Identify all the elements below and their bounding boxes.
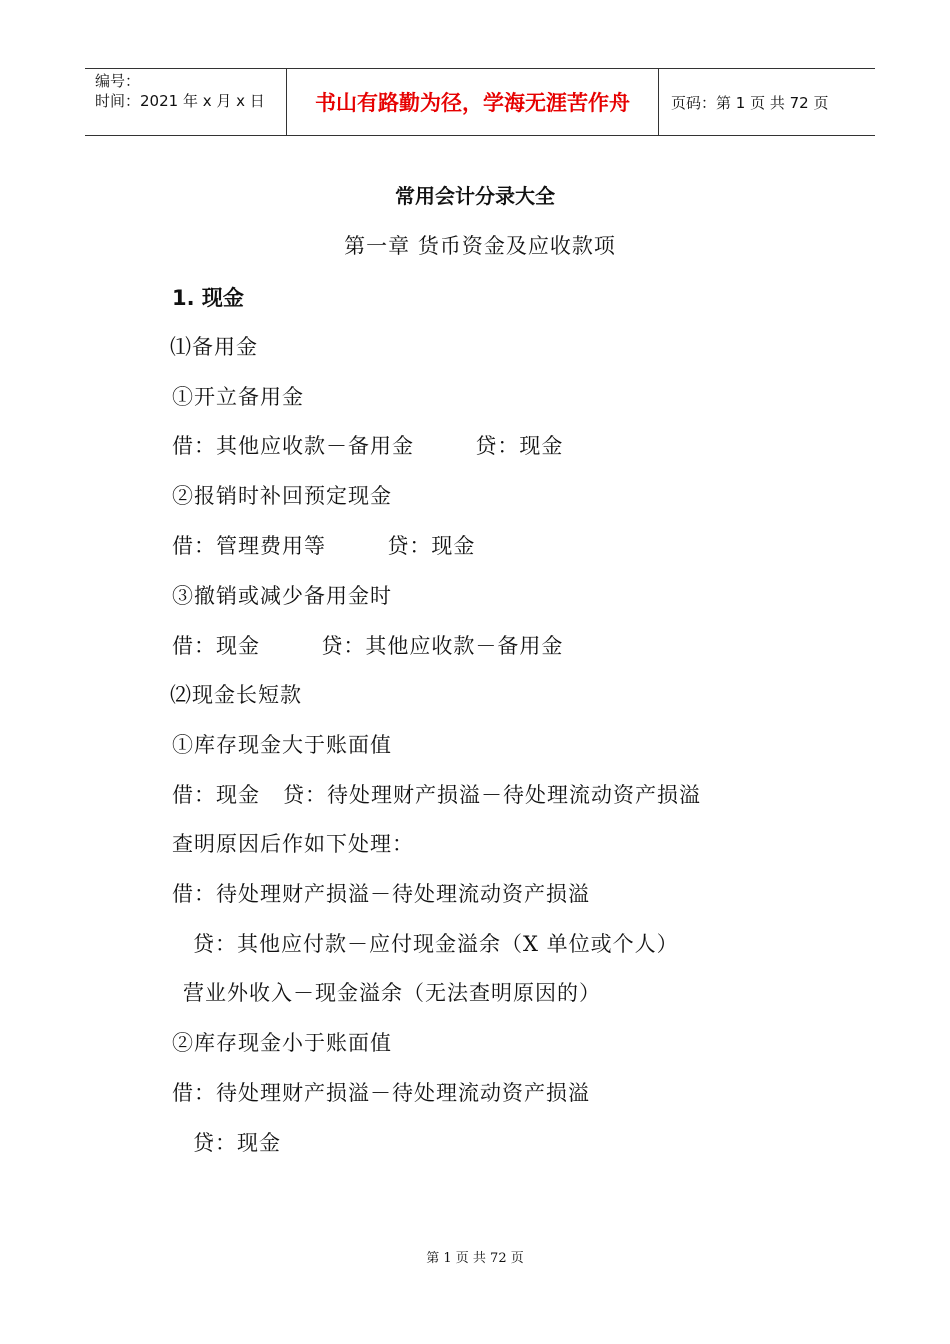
body-line: 借：管理费用等 贷：现金 (172, 534, 476, 558)
number-label: 编号： (95, 72, 141, 90)
body-line: 贷：其他应付款－应付现金溢余（X 单位或个人） (193, 932, 679, 956)
body-line: ①开立备用金 (172, 385, 304, 409)
body-line: 借：其他应收款－备用金 贷：现金 (172, 434, 564, 458)
body-line: ⑴备用金 (170, 335, 258, 359)
body-line: 借：待处理财产损溢－待处理流动资产损溢 (172, 882, 590, 906)
body-line: ②库存现金小于账面值 (172, 1031, 392, 1055)
body-line: ⑵现金长短款 (170, 683, 302, 707)
page-header (85, 68, 875, 136)
body-line: 查明原因后作如下处理： (172, 832, 414, 856)
body-line: ①库存现金大于账面值 (172, 733, 392, 757)
header-page-info: 页码：第 1 页 共 72 页 (671, 93, 829, 112)
section-heading: 1. 现金 (172, 286, 244, 310)
body-line: 贷：现金 (193, 1131, 281, 1155)
body-line: 借：现金 贷：待处理财产损溢－待处理流动资产损溢 (172, 783, 702, 807)
body-line: 借：待处理财产损溢－待处理流动资产损溢 (172, 1081, 590, 1105)
page-footer: 第 1 页 共 72 页 (426, 1251, 524, 1266)
document-title: 常用会计分录大全 (395, 184, 555, 208)
body-line: 借：现金 贷：其他应收款－备用金 (172, 634, 564, 658)
chapter-heading: 第一章 货币资金及应收款项 (344, 234, 616, 258)
header-meta (85, 69, 286, 135)
body-line: ②报销时补回预定现金 (172, 484, 392, 508)
body-line: ③撤销或减少备用金时 (172, 584, 392, 608)
body-line: 营业外收入－现金溢余（无法查明原因的） (183, 981, 601, 1005)
header-motto: 书山有路勤为径，学海无涯苦作舟 (286, 69, 659, 135)
time-label: 时间：2021 年 x 月 x 日 (95, 92, 265, 110)
